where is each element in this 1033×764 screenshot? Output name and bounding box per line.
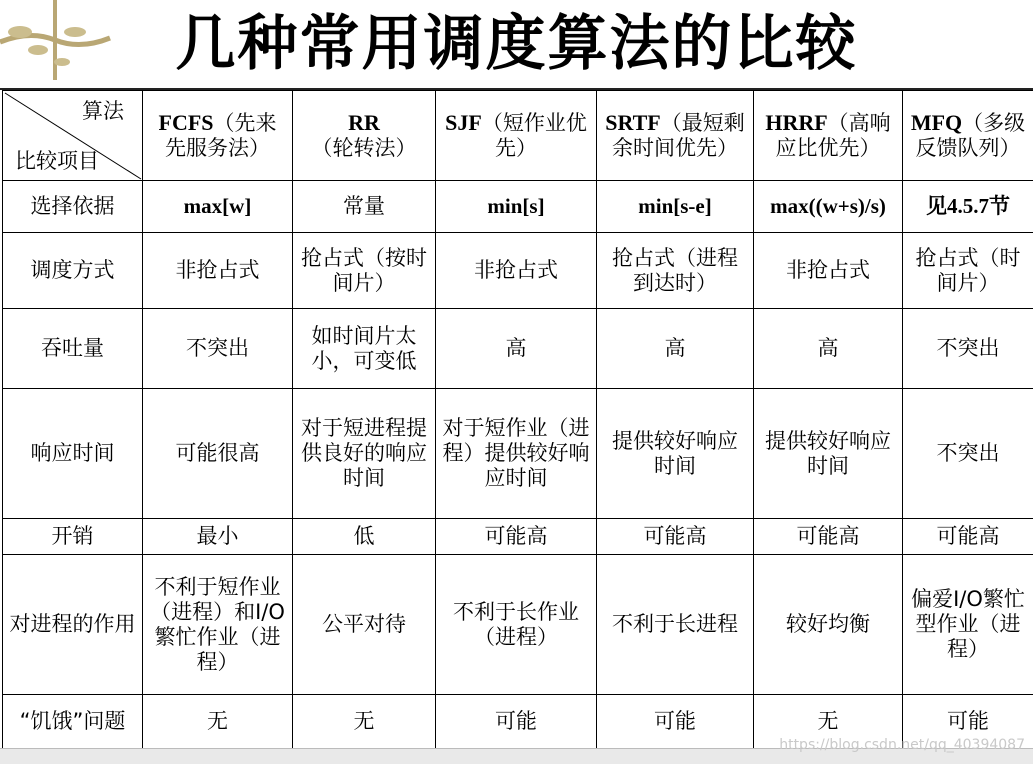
table-cell: 可能高 [597,519,754,555]
corner-top-label: 算法 [82,99,124,124]
table-cell: 不利于短作业（进程）和I/O繁忙作业（进程） [143,555,293,695]
column-header-fcfs [143,91,293,181]
column-desc: （多级反馈队列） [916,111,1026,160]
column-header-mfq [903,91,1033,181]
column-code: SRTF [605,110,660,135]
table-cell: 无 [754,695,903,749]
table-cell: 最小 [143,519,293,555]
table-cell: 常量 [293,181,436,233]
table-cell: 不突出 [903,309,1033,389]
row-label: 响应时间 [3,389,143,519]
table-cell: 高 [436,309,597,389]
table-cell: 非抢占式 [436,233,597,309]
table-cell: 抢占式（时间片） [903,233,1033,309]
column-header-sjf [436,91,597,181]
table-cell: 非抢占式 [143,233,293,309]
table-cell: 较好均衡 [754,555,903,695]
table-cell: 低 [293,519,436,555]
table-row [3,519,1033,555]
table-cell: 高 [597,309,754,389]
column-header-rr [293,91,436,181]
table-cell: 不利于长作业（进程） [436,555,597,695]
table-cell: 抢占式（进程到达时） [597,233,754,309]
table-cell: 不利于长进程 [597,555,754,695]
table-cell: 见4.5.7节 [903,181,1033,233]
column-code: SJF [445,110,482,135]
column-header-srtf [597,91,754,181]
table-cell: 对于短进程提供良好的响应时间 [293,389,436,519]
table-cell: 可能高 [436,519,597,555]
column-code: MFQ [911,110,962,135]
row-label: 选择依据 [3,181,143,233]
table-header-row [3,91,1033,181]
table-cell: max((w+s)/s) [754,181,903,233]
table-cell: 如时间片太小，可变低 [293,309,436,389]
table-cell: 对于短作业（进程）提供较好响应时间 [436,389,597,519]
table-cell: 非抢占式 [754,233,903,309]
table-cell: 提供较好响应时间 [754,389,903,519]
table-row [3,233,1033,309]
table-cell: min[s-e] [597,181,754,233]
corner-bottom-label: 比较项目 [15,149,99,174]
table-row [3,555,1033,695]
table-cell: 无 [143,695,293,749]
table-cell: 公平对待 [293,555,436,695]
table-cell: 可能高 [754,519,903,555]
column-desc: （最短剩余时间优先） [612,111,745,160]
column-code: HRRF [765,110,827,135]
column-desc: （轮转法） [312,136,417,160]
column-desc: （高响应比优先） [776,111,891,160]
table-cell: 高 [754,309,903,389]
column-desc: （短作业优先） [482,111,587,160]
table-row [3,181,1033,233]
table-cell: 可能高 [903,519,1033,555]
column-header-hrrf [754,91,903,181]
table-cell: 无 [293,695,436,749]
table-row [3,309,1033,389]
table-cell: 偏爱I/O繁忙型作业（进程） [903,555,1033,695]
column-code: FCFS [159,110,214,135]
watermark: https://blog.csdn.net/qq_40394087 [779,737,1025,753]
row-label: 调度方式 [3,233,143,309]
table-cell: 可能很高 [143,389,293,519]
table-cell: 可能 [436,695,597,749]
corner-cell [3,91,143,181]
row-label: “饥饿”问题 [3,695,143,749]
table-cell: 抢占式（按时间片） [293,233,436,309]
table-cell: 可能 [597,695,754,749]
column-code: RR [348,110,380,135]
table-cell: 提供较好响应时间 [597,389,754,519]
table-cell: max[w] [143,181,293,233]
table-row [3,389,1033,519]
row-label: 开销 [3,519,143,555]
comparison-table [2,90,1033,749]
table-cell: min[s] [436,181,597,233]
page-title: 几种常用调度算法的比较 [0,0,1033,88]
table-cell: 不突出 [903,389,1033,519]
table-cell: 不突出 [143,309,293,389]
row-label: 对进程的作用 [3,555,143,695]
table-cell: 可能 [903,695,1033,749]
column-desc: （先来先服务法） [165,111,277,160]
row-label: 吞吐量 [3,309,143,389]
